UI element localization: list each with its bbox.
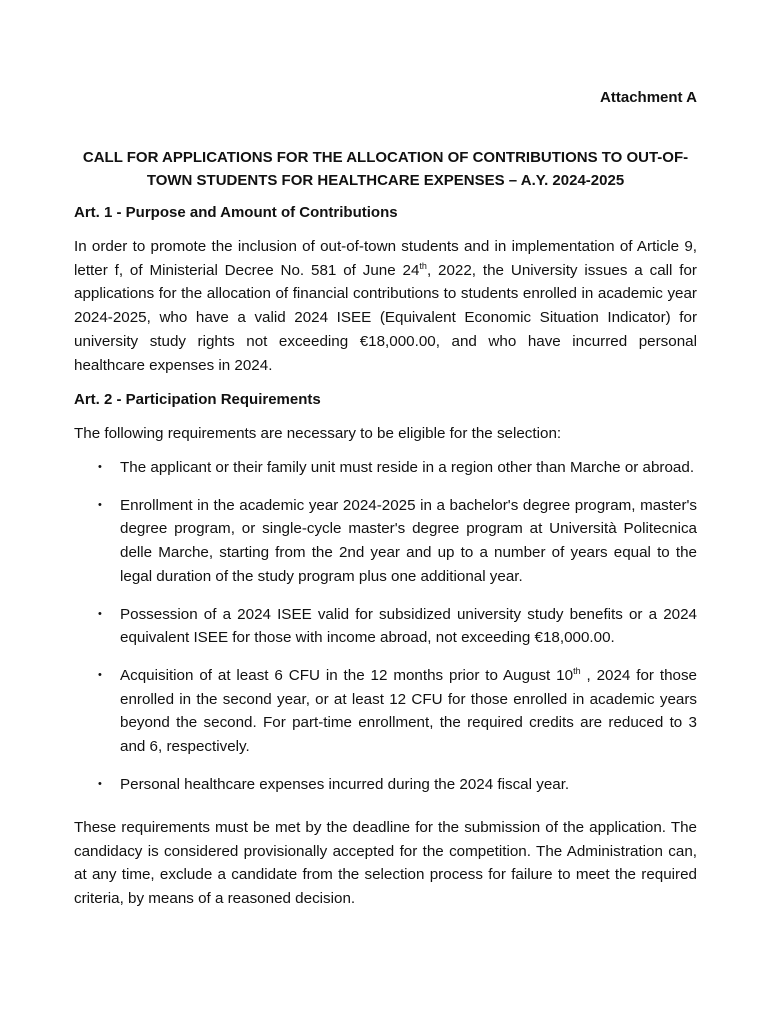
requirement-text: Possession of a 2024 ISEE valid for subsidized university study benefits or a 2024 equivalent ISEE for those with income abroad, not exceeding €18,000.00. xyxy=(120,605,697,647)
article-1-heading: Art. 1 - Purpose and Amount of Contributions xyxy=(74,204,398,221)
requirement-item-cfu xyxy=(74,664,697,759)
requirement-text: The applicant or their family unit must reside in a region other than Marche or abroad. xyxy=(120,459,695,476)
requirement-item-healthcare-expenses xyxy=(74,773,697,797)
document-title-line-2: TOWN STUDENTS FOR HEALTHCARE EXPENSES – A.Y. 2024-2025 xyxy=(146,172,625,189)
bullet-icon: • xyxy=(98,498,102,511)
requirement-text: Personal healthcare expenses incurred during the 2024 fiscal year. xyxy=(120,775,570,793)
requirement-text: Enrollment in the academic year 2024-2025 in a bachelor's degree program, master's degree program, or single-cycle master's degree program at Università Politecnica delle Marche, starting from the 2nd year and up to a number of years equal to the legal duration of the study program plus one additional year. xyxy=(120,496,697,585)
document-title xyxy=(74,146,697,192)
requirement-cfu-text-start: Acquisition of at least 6 CFU in the 12 months prior to August 10 xyxy=(120,666,574,684)
requirements-list xyxy=(74,456,697,810)
requirement-item-enrollment xyxy=(74,494,697,589)
article-1-date-superscript: th xyxy=(419,260,427,271)
requirement-cfu-date-superscript: th xyxy=(573,665,581,676)
requirement-cfu-text-end: , 2024 for those enrolled in the second year, or at least 12 CFU for those enrolled in academic years beyond the second. For part-time enrollment, the required credits are reduced to 3 and 6, respectively. xyxy=(120,666,698,756)
requirement-item-isee xyxy=(74,603,697,650)
bullet-icon: • xyxy=(98,461,102,473)
bullet-icon: • xyxy=(98,607,102,620)
article-2-closing-paragraph: These requirements must be met by the deadline for the submission of the application. The candidacy is considered provisionally accepted for the competition. The Administration can, at any time, exclude a candidate from the selection process for failure to meet the required criteria, by means of a reasoned decision. xyxy=(74,819,697,908)
document-title-line-1: CALL FOR APPLICATIONS FOR THE ALLOCATION OF CONTRIBUTIONS TO OUT-OF- xyxy=(82,149,689,166)
article-1-text-start: In order to promote the inclusion of out-of-town students and in implementation of Article 9, letter f, of Ministerial Decree No. 581 of June 24 xyxy=(74,238,697,279)
attachment-label: Attachment A xyxy=(600,89,697,106)
article-1-text-end: , 2022, the University issues a call for applications for the allocation of financial contributions to students enrolled in academic year 2024-2025, who have a valid 2024 ISEE (Equivalent Economic Situation Indicator) for university study rights not exceeding €18,000.00, and who have incurred personal healthcare expenses in 2024. xyxy=(74,261,697,374)
requirement-text xyxy=(120,667,697,755)
article-2-intro: The following requirements are necessary to be eligible for the selection: xyxy=(74,425,562,442)
requirement-item-residence xyxy=(74,456,697,480)
article-2-heading: Art. 2 - Participation Requirements xyxy=(74,391,321,408)
article-1-paragraph xyxy=(74,235,697,377)
bullet-icon: • xyxy=(98,777,102,790)
bullet-icon: • xyxy=(98,668,102,681)
